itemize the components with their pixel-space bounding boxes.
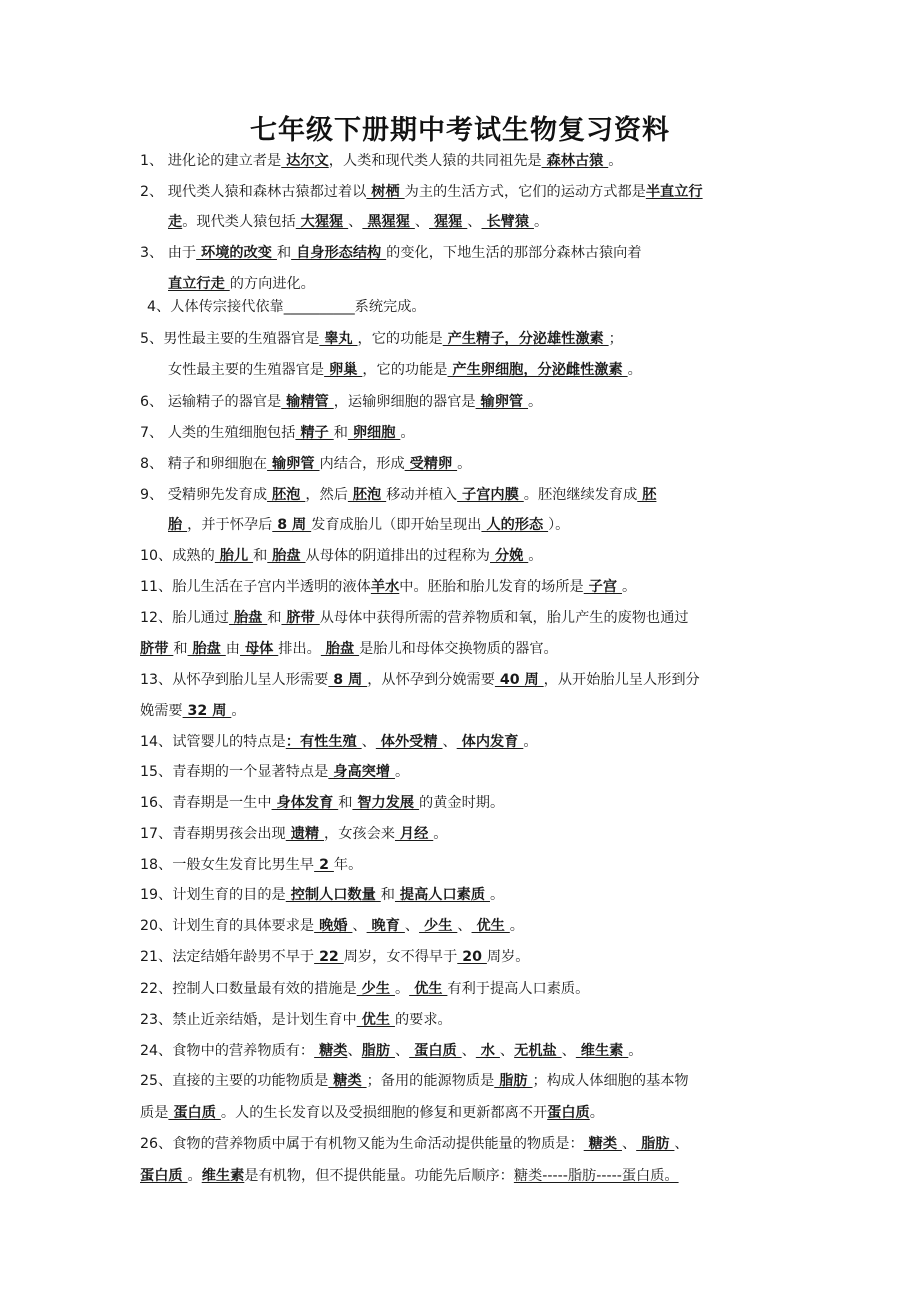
answer-text: 脐带 [281, 610, 320, 626]
question-text: 18、一般女生发育比男生早 [140, 857, 315, 873]
question-text: 娩需要 [140, 703, 183, 719]
question-text: 和 [253, 548, 268, 564]
question-line [140, 151, 800, 171]
question-line [140, 454, 800, 474]
answer-text: 走 [168, 214, 183, 230]
question-text: 移动并植入 [386, 487, 458, 503]
question-line [140, 1071, 800, 1091]
question-text: ； [608, 331, 623, 347]
answer-text: 卵巢 [324, 362, 363, 378]
answer-text: 2 [314, 857, 334, 873]
question-text: 16、青春期是一生中 [140, 795, 272, 811]
question-text: 。 [621, 579, 637, 595]
question-text: 和 [380, 887, 395, 903]
question-text: 15、青春期的一个显著特点是 [140, 764, 329, 780]
answer-text: 少生 [356, 981, 395, 997]
answer-text: 猩猩 [429, 214, 468, 230]
answer-text: 蛋白质 [547, 1105, 590, 1121]
question-line [168, 360, 800, 380]
question-text: 周岁，女不得早于 [343, 949, 458, 965]
answer-text: 输卵管 [475, 394, 529, 410]
question-text: 1、 进化论的建立者是 [140, 153, 282, 169]
question-text: 、 [347, 1043, 362, 1059]
question-text: __________ [283, 299, 355, 315]
answer-text: 环境的改变 [196, 245, 277, 261]
question-line [140, 1134, 800, 1154]
answer-text: 脂肪 [636, 1136, 675, 1152]
answer-text: 少生 [419, 918, 458, 934]
question-text: ，然后 [305, 487, 348, 503]
question-text: 的要求。 [394, 1012, 452, 1028]
question-text: 。 [187, 1168, 202, 1184]
answer-text: 水 [475, 1043, 500, 1059]
question-text: 周岁。 [486, 949, 530, 965]
answer-text: 维生素 [575, 1043, 629, 1059]
answer-text: 受精卵 [404, 456, 458, 472]
answer-text: 8 周 [272, 517, 312, 533]
question-line [140, 916, 800, 936]
question-line [140, 1103, 800, 1123]
answer-text: 胎盘 [320, 641, 360, 657]
question-line [140, 546, 800, 566]
answer-text: 维生素 [201, 1168, 245, 1184]
question-text: 为主的生活方式，它们的运动方式都是 [404, 184, 646, 200]
question-text: 19、计划生育的目的是 [140, 887, 286, 903]
answer-text: 糖类 [328, 1073, 367, 1089]
answer-text: 胚泡 [267, 487, 306, 503]
question-line [140, 392, 800, 412]
question-text: ，它的功能是 [362, 362, 448, 378]
question-text: 质是 [140, 1105, 169, 1121]
question-text: 7、 人类的生殖细胞包括 [140, 425, 296, 441]
question-text: 是胎儿和母体交换物质的器官。 [359, 641, 558, 657]
question-text: 。 [528, 548, 543, 564]
question-text: 12、胎儿通过 [140, 610, 229, 626]
question-text: ，从怀孕到分娩需要 [367, 672, 495, 688]
answer-text: 黑猩猩 [362, 214, 415, 230]
question-text: 和 [276, 245, 292, 261]
question-text: 。 [589, 1105, 604, 1121]
answer-text: 羊水 [370, 579, 400, 595]
answer-text: 胎盘 [229, 610, 268, 626]
question-text: 。 [628, 1043, 643, 1059]
answer-text: 糖类 [583, 1136, 622, 1152]
question-text: ，运输卵细胞的器官是 [333, 394, 476, 410]
question-text: 、 [467, 214, 482, 230]
question-text: ；构成人体细胞的基本物 [532, 1073, 689, 1089]
question-text: ，并于怀孕后 [187, 517, 273, 533]
answer-text: 身高突增 [328, 764, 395, 780]
question-line [140, 423, 800, 443]
question-line [147, 297, 807, 317]
question-text: 年。 [333, 857, 363, 873]
question-text: 14、试管婴儿的特点是 [140, 734, 286, 750]
question-text: 。 [231, 703, 246, 719]
question-text: 和 [173, 641, 188, 657]
question-text: 从母体的阴道排出的过程称为 [305, 548, 490, 564]
question-text: 、 [461, 1043, 476, 1059]
question-text: 。 [433, 826, 448, 842]
question-text: 。 [523, 734, 538, 750]
answer-text: 蛋白质 [409, 1043, 462, 1059]
question-line [140, 577, 800, 597]
question-text: 8、 精子和卵细胞在 [140, 456, 268, 472]
question-text: 、 [404, 918, 420, 934]
question-text: 24、食物中的营养物质有： [140, 1043, 315, 1059]
question-text: 。 [509, 918, 524, 934]
question-text: ）。 [548, 517, 570, 533]
answer-text: 脂肪 [494, 1073, 533, 1089]
question-text: 系统完成。 [354, 299, 426, 315]
question-text: 内结合，形成 [319, 456, 405, 472]
question-text: 、 [674, 1136, 689, 1152]
question-text: 5、男性最主要的生殖器官是 [140, 331, 320, 347]
question-text: 中。胚胎和胎儿发育的场所是 [399, 579, 584, 595]
question-text: 。人的生长发育以及受损细胞的修复和更新都离不开 [220, 1105, 548, 1121]
answer-text: 自身形态结构 [291, 245, 387, 261]
answer-text: 子宫 [583, 579, 622, 595]
question-text: 。 [533, 214, 549, 230]
answer-text: 晚育 [366, 918, 405, 934]
question-line [140, 979, 800, 999]
question-text: 是有机物，但不提供能量。功能先后顺序： [244, 1168, 514, 1184]
question-text: 、 [361, 734, 376, 750]
page-title: 七年级下册期中考试生物复习资料 [250, 115, 670, 146]
answer-text: ：有性生殖 [285, 734, 362, 750]
question-line [140, 1010, 800, 1030]
answer-text: 母体 [240, 641, 279, 657]
question-text: 、 [442, 734, 457, 750]
question-line [140, 1041, 800, 1061]
question-text: 25、直接的主要的功能物质是 [140, 1073, 329, 1089]
answer-text: 体外受精 [375, 734, 443, 750]
question-text: 和 [338, 795, 353, 811]
question-text: 10、成熟的 [140, 548, 215, 564]
answer-text: 精子 [295, 425, 334, 441]
question-text: 从母体中获得所需的营养物质和氧，胎儿产生的废物也通过 [319, 610, 689, 626]
answer-text: 优生 [356, 1012, 395, 1028]
question-text: 9、 受精卵先发育成 [140, 487, 268, 503]
question-line [140, 639, 800, 659]
answer-text: 产生精子，分泌雄性激素 [442, 331, 609, 347]
question-text: 23、禁止近亲结婚，是计划生育中 [140, 1012, 357, 1028]
answer-text: 子宫内膜 [457, 487, 524, 503]
answer-text: 优生 [409, 981, 448, 997]
question-text: 。 [489, 887, 505, 903]
question-line [140, 329, 800, 349]
answer-text: 胚 [637, 487, 657, 503]
question-text: 、 [561, 1043, 576, 1059]
answer-text: 优生 [471, 918, 510, 934]
question-text: 2、 现代类人猿和森林古猿都过着以 [140, 184, 367, 200]
question-text: 4、人体传宗接代依靠 [147, 299, 284, 315]
question-text: 、 [348, 214, 363, 230]
answer-text: 半直立行 [645, 184, 703, 200]
question-line [140, 608, 800, 628]
question-text: 26、食物的营养物质中属于有机物又能为生命活动提供能量的物质是： [140, 1136, 584, 1152]
answer-text: 输精管 [281, 394, 334, 410]
question-text: 。 [394, 981, 410, 997]
question-text: 。 [400, 425, 415, 441]
question-text: 22、控制人口数量最有效的措施是 [140, 981, 357, 997]
question-line [140, 855, 800, 875]
answer-text: 胚泡 [347, 487, 387, 503]
answer-text: 20 [457, 949, 487, 965]
question-text: 和 [267, 610, 282, 626]
answer-text: 树栖 [366, 184, 405, 200]
answer-text: 月经 [394, 826, 434, 842]
question-text: 、 [621, 1136, 637, 1152]
question-line [140, 732, 800, 752]
answer-text: 智力发展 [352, 795, 420, 811]
answer-text: 胎盘 [267, 548, 306, 564]
question-text: 由 [225, 641, 240, 657]
answer-text: 22 [314, 949, 344, 965]
question-text: 和 [333, 425, 348, 441]
question-text: 20、计划生育的具体要求是 [140, 918, 315, 934]
question-line [140, 824, 800, 844]
question-text: 有利于提高人口素质。 [447, 981, 590, 997]
answer-text: 分娩 [490, 548, 529, 564]
answer-text: 达尔文 [281, 153, 329, 169]
question-text: ，从开始胎儿呈人形到分 [543, 672, 700, 688]
question-line [140, 670, 800, 690]
answer-text: 直立行走 [168, 276, 230, 292]
question-line [168, 515, 800, 535]
question-text: 11、胎儿生活在子宫内半透明的液体 [140, 579, 371, 595]
question-text: ，人类和现代类人猿的共同祖先是 [328, 153, 542, 169]
question-text: 。现代类人猿包括 [182, 214, 296, 230]
question-text: 、 [414, 214, 430, 230]
question-line [140, 762, 800, 782]
question-text: ；备用的能源物质是 [366, 1073, 495, 1089]
answer-text: 脂肪 [361, 1043, 395, 1059]
question-text: ，女孩会来 [324, 826, 395, 842]
question-line [168, 212, 800, 232]
question-line [140, 485, 800, 505]
answer-text: 脐带 [140, 641, 174, 657]
question-text: 排出。 [278, 641, 321, 657]
question-text: 17、青春期男孩会出现 [140, 826, 286, 842]
question-text: 。 [608, 153, 623, 169]
answer-text: 胎盘 [187, 641, 226, 657]
question-text: 女性最主要的生殖器官是 [168, 362, 325, 378]
question-text: 。胚泡继续发育成 [523, 487, 638, 503]
question-text: 、 [394, 1043, 410, 1059]
answer-text: 糖类 [314, 1043, 348, 1059]
question-line [140, 1166, 800, 1186]
answer-text: 胎儿 [214, 548, 254, 564]
question-text: 的黄金时期。 [419, 795, 505, 811]
question-line [140, 701, 800, 721]
answer-text: 卵细胞 [347, 425, 401, 441]
answer-text: 输卵管 [267, 456, 320, 472]
question-line [140, 182, 800, 202]
question-text: 13、从怀孕到胎儿呈人形需要 [140, 672, 329, 688]
question-text: 3、 由于 [140, 245, 197, 261]
answer-text: 蛋白质 [168, 1105, 221, 1121]
question-text: 、 [457, 918, 472, 934]
question-text: 。 [627, 362, 642, 378]
question-text: 、 [499, 1043, 515, 1059]
answer-text: 长臂猿 [481, 214, 534, 230]
answer-text: 无机盐 [514, 1043, 562, 1059]
question-line [140, 947, 800, 967]
question-line [140, 793, 800, 813]
answer-text: 胎 [168, 517, 188, 533]
answer-text: 32 周 [182, 703, 232, 719]
answer-text: 8 周 [328, 672, 368, 688]
question-text: 的变化，下地生活的那部分森林古猿向着 [386, 245, 642, 261]
answer-text: 蛋白质 [140, 1168, 188, 1184]
question-text: ，它的功能是 [357, 331, 443, 347]
answer-text: 提高人口素质 [394, 887, 490, 903]
answer-text: 遗精 [285, 826, 325, 842]
question-text: 6、 运输精子的器官是 [140, 394, 282, 410]
answer-text: 体内发育 [456, 734, 524, 750]
answer-text: 晚婚 [314, 918, 353, 934]
question-text: 。 [457, 456, 472, 472]
question-text: 21、法定结婚年龄男不早于 [140, 949, 315, 965]
question-text: 。 [394, 764, 410, 780]
question-text: 发育成胎儿（即开始呈现出 [311, 517, 482, 533]
question-line [140, 885, 800, 905]
answer-text: 人的形态 [481, 517, 549, 533]
answer-text: 森林古猿 [541, 153, 609, 169]
question-text: 、 [352, 918, 367, 934]
answer-text: 40 周 [494, 672, 544, 688]
question-line [140, 243, 800, 263]
answer-text: 大猩猩 [295, 214, 349, 230]
question-text: 的方向进化。 [229, 276, 315, 292]
answer-text: 产生卵细胞，分泌雌性激素 [447, 362, 628, 378]
answer-text: 身体发育 [271, 795, 339, 811]
underlined-text: 糖类-----脂肪-----蛋白质。 [513, 1168, 679, 1184]
question-text: 。 [528, 394, 543, 410]
answer-text: 睾丸 [319, 331, 358, 347]
answer-text: 控制人口数量 [285, 887, 381, 903]
question-line [168, 274, 800, 294]
